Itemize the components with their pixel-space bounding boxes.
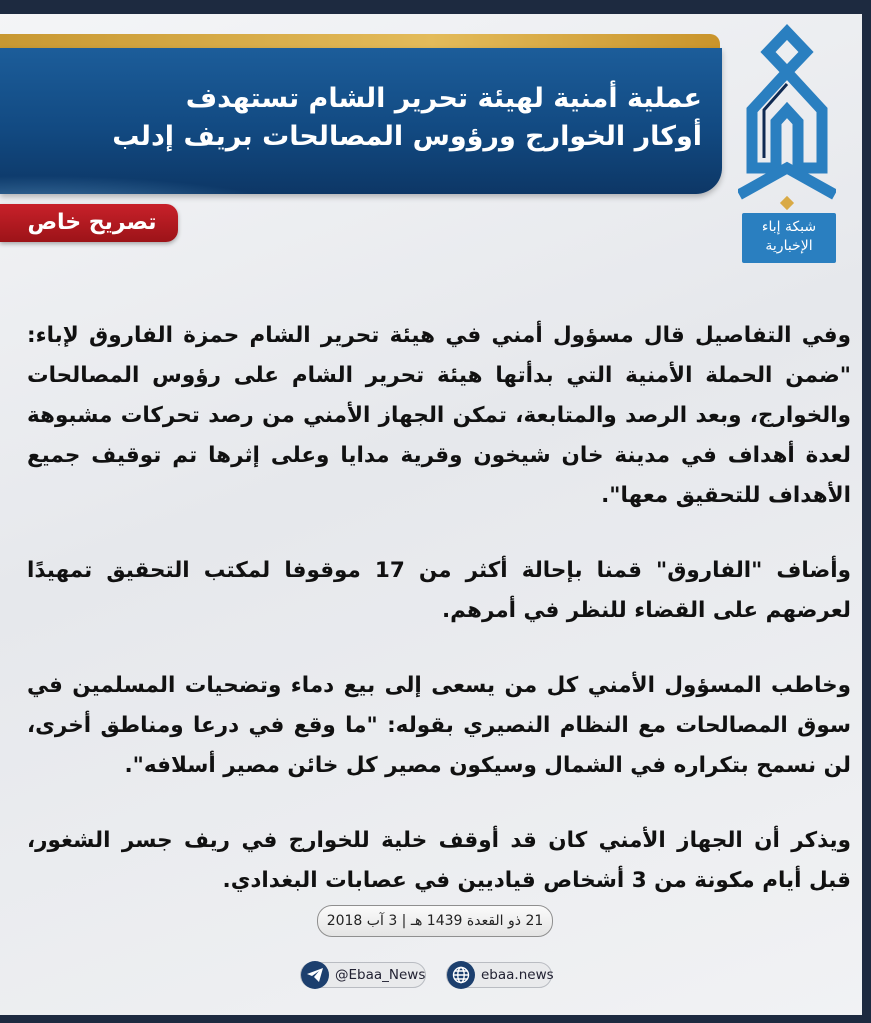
top-frame-bar <box>0 0 871 14</box>
bottom-frame-bar <box>0 1015 871 1023</box>
logo-name-line-1: شبكة إباء <box>761 219 817 235</box>
logo-gold-diamond <box>780 196 794 210</box>
right-frame-bar <box>862 0 871 1023</box>
article-paragraph-2: وأضاف "الفاروق" قمنا بإحالة أكثر من 17 موقوفا لمكتب التحقيق تمهيدًا لعرضهم على القضاء للنظر في أمرهم. <box>27 558 851 623</box>
exclusive-statement-badge: تصريح خاص <box>0 204 178 242</box>
telegram-icon <box>301 961 329 989</box>
headline <box>62 80 702 156</box>
telegram-link[interactable] <box>300 962 426 988</box>
article-paragraph-1: وفي التفاصيل قال مسؤول أمني في هيئة تحرير الشام حمزة الفاروق لإباء: "ضمن الحملة الأمنية التي بدأتها هيئة تحرير الشام على رؤوس المصالحات والخوارج، وبعد الرصد والمتابعة، تمكن الجهاز الأمني من رصد تحركات مشبوهة لعدة أهداف في مدينة خان شيخون وقرية مدايا وعلى إثرها تم توقيف جميع الأهداف للتحقيق معها". <box>27 323 851 508</box>
article-paragraph-4: ويذكر أن الجهاز الأمني كان قد أوقف خلية للخوارج في ريف جسر الشغور، قبل أيام مكونة من 3 أشخاص قياديين في عصابات البغدادي. <box>27 828 851 893</box>
website-address: ebaa.news <box>481 967 554 983</box>
logo-name-line-2: الإخبارية <box>765 238 813 254</box>
globe-icon <box>447 961 475 989</box>
headline-line-1: عملية أمنية لهيئة تحرير الشام تستهدف <box>185 83 702 114</box>
website-link[interactable] <box>446 962 552 988</box>
article-body <box>27 316 851 936</box>
title-banner <box>0 48 722 194</box>
date-label: 21 ذو القعدة 1439 هـ | 3 آب 2018 <box>317 905 553 937</box>
telegram-handle: @Ebaa_News <box>335 967 426 983</box>
headline-line-2: أوكار الخوارج ورؤوس المصالحات بريف إدلب <box>112 121 702 152</box>
logo-nameplate <box>742 213 836 263</box>
article-paragraph-3: وخاطب المسؤول الأمني كل من يسعى إلى بيع دماء وتضحيات المسلمين في سوق المصالحات مع النظام النصيري بقوله: "ما وقع في درعا ومناطق أخرى، لن نسمح بتكراره في الشمال وسيكون مصير كل خائن مصير أسلافه". <box>27 673 851 778</box>
